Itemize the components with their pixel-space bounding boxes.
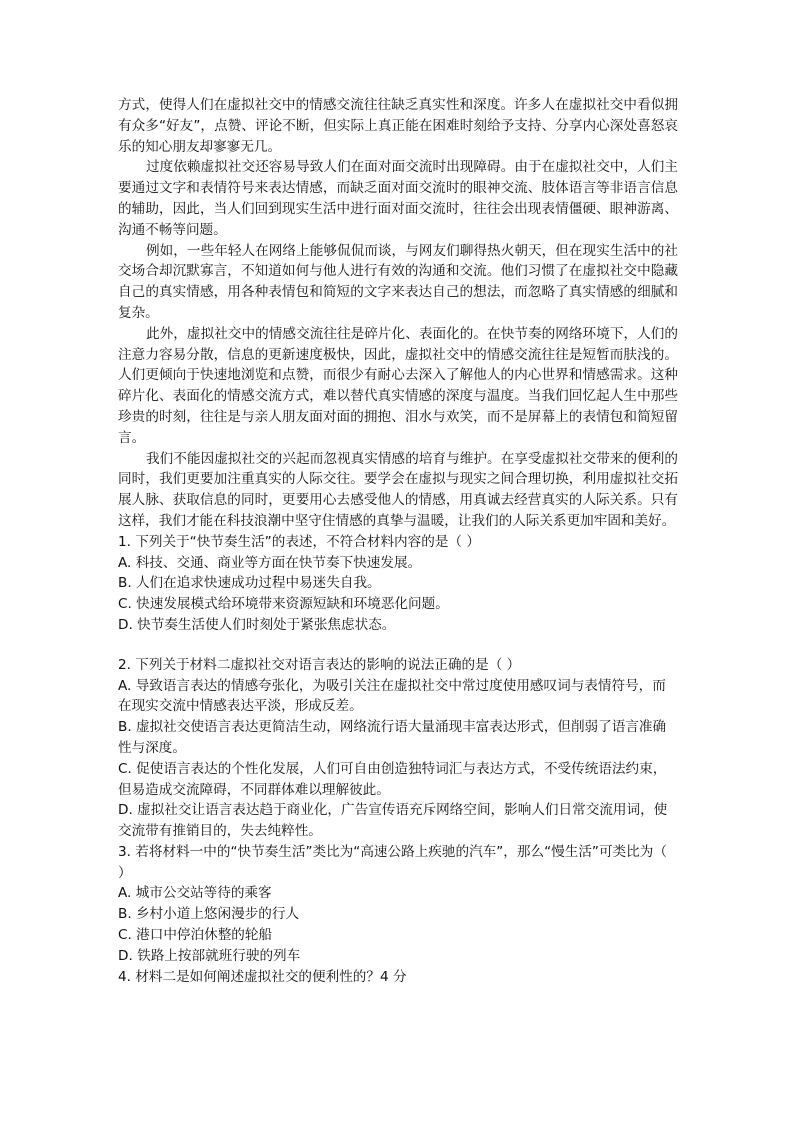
question-stem: 2. 下列关于材料二虚拟社交对语言表达的影响的说法正确的是（ ） (118, 656, 521, 673)
passage-paragraph: 我们不能因虚拟社交的兴起而忽视真实情感的培育与维护。在享受虚拟社交带来的便利的同时，我们更要加注重真实的人际交往。要学会在虚拟与现实之间合理切换，利用虚拟社交拓展人脉、获取信息的同时，更要用心去感受他人的情感，用真诚去经营真实的人际关系。只有这样，我们才能在科技浪潮中坚守住情感的真挚与温暖，让我们的人际关系更加牢固和美好。 (118, 450, 678, 529)
passage-paragraph: 方式，使得人们在虚拟社交中的情感交流往往缺乏真实性和深度。许多人在虚拟社交中看似拥有众多“好友”，点赞、评论不断，但实际上真正能在困难时刻给予支持、分享内心深处喜怒哀乐的知心朋友却寥寥无几。 (118, 97, 678, 155)
question-1 (118, 532, 678, 636)
question-option: D. 快节奏生活使人们时刻处于紧张焦虑状态。 (118, 616, 396, 633)
passage-paragraph: 例如，一些年轻人在网络上能够侃侃而谈，与网友们聊得热火朝天，但在现实生活中的社交场合却沉默寡言，不知道如何与他人进行有效的沟通和交流。他们习惯了在虚拟社交中隐藏自己的真实情感，用各种表情包和简短的文字来表达自己的想法，而忽略了真实情感的细腻和复杂。 (118, 242, 678, 321)
question-option: B. 虚拟社交使语言表达更简洁生动，网络流行语大量涌现丰富表达形式，但削弱了语言准确性与深度。 (118, 719, 667, 756)
spacer (118, 636, 678, 655)
question-option: B. 乡村小道上悠闲漫步的行人 (118, 906, 300, 923)
question-3 (118, 842, 678, 967)
question-option: C. 促使语言表达的个性化发展，人们可自由创造独特词汇与表达方式，不受传统语法约束，但易造成交流障碍，不同群体难以理解彼此。 (118, 760, 667, 798)
passage-paragraph: 过度依赖虚拟社交还容易导致人们在面对面交流时出现障碍。由于在虚拟社交中，人们主要通过文字和表情符号来表达情感，而缺乏面对面交流时的眼神交流、肢体语言等非语言信息的辅助，因此，当人们回到现实生活中进行面对面交流时，往往会出现表情僵硬、眼神游离、沟通不畅等问题。 (118, 159, 678, 238)
question-option: A. 导致语言表达的情感夸张化，为吸引关注在虚拟社交中常过度使用感叹词与表情符号，而在现实交流中情感表达平淡，形成反差。 (118, 677, 666, 715)
question-stem: 3. 若将材料一中的“快节奏生活”类比为“高速公路上疾驰的汽车”，那么“慢生活”可类比为（ ） (118, 843, 667, 881)
document-body (118, 95, 678, 987)
question-stem: 1. 下列关于“快节奏生活”的表述，不符合材料内容的是（ ） (118, 533, 480, 550)
question-option: B. 人们在追求快速成功过程中易迷失自我。 (118, 575, 381, 592)
question-2 (118, 655, 678, 842)
question-option: C. 港口中停泊休整的轮船 (118, 927, 273, 944)
passage-paragraph: 此外，虚拟社交中的情感交流往往是碎片化、表面化的。在快节奏的网络环境下，人们的注意力容易分散，信息的更新速度极快，因此，虚拟社交中的情感交流往往是短暂而肤浅的。人们更倾向于快速地浏览和点赞，而很少有耐心去深入了解他人的内心世界和情感需求。这种碎片化、表面化的情感交流方式，难以替代真实情感的深度与温度。当我们回忆起人生中那些珍贵的时刻，往往是与亲人朋友面对面的拥抱、泪水与欢笑，而不是屏幕上的表情包和简短留言。 (118, 325, 678, 446)
question-4 (118, 967, 678, 988)
question-option: A. 科技、交通、商业等方面在快节奏下快速发展。 (118, 554, 422, 571)
question-option: D. 虚拟社交让语言表达趋于商业化，广告宣传语充斥网络空间，影响人们日常交流用词，使交流带有推销目的，失去纯粹性。 (118, 802, 668, 840)
question-option: D. 铁路上按部就班行驶的列车 (118, 947, 301, 964)
question-stem: 4. 材料二是如何阐述虚拟社交的便利性的？4 分 (118, 968, 407, 985)
question-option: C. 快速发展模式给环境带来资源短缺和环境恶化问题。 (118, 596, 449, 613)
question-option: A. 城市公交站等待的乘客 (118, 885, 272, 902)
